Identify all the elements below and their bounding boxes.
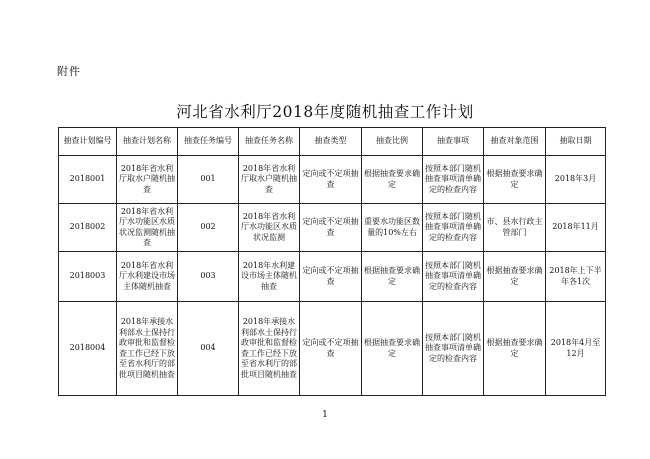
table-row <box>59 156 606 204</box>
table-row <box>59 204 606 252</box>
table-row <box>59 302 606 396</box>
cell-plan-id: 2018002 <box>59 204 117 252</box>
header-plan-id: 抽查计划编号 <box>59 128 117 156</box>
cell-plan-id: 2018001 <box>59 156 117 204</box>
cell-check-ratio: 重要水功能区数量的10%左右 <box>362 204 423 252</box>
plan-table <box>58 127 606 396</box>
cell-target-scope: 根据抽查要求确定 <box>484 302 546 396</box>
cell-check-type: 定向或不定项抽查 <box>300 302 362 396</box>
cell-plan-id: 2018003 <box>59 252 117 302</box>
cell-target-scope: 根据抽查要求确定 <box>484 156 546 204</box>
cell-draw-date: 2018年4月至12月 <box>546 302 606 396</box>
cell-target-scope: 市、县水行政主管部门 <box>484 204 546 252</box>
cell-plan-id: 2018004 <box>59 302 117 396</box>
cell-task-id: 004 <box>178 302 239 396</box>
cell-draw-date: 2018年上下半年各1次 <box>546 252 606 302</box>
header-draw-date: 抽取日期 <box>546 128 606 156</box>
cell-check-type: 定向或不定项抽查 <box>300 156 362 204</box>
table-row <box>59 252 606 302</box>
cell-task-name: 2018年省水利厅取水户随机抽查 <box>239 156 300 204</box>
cell-task-id: 003 <box>178 252 239 302</box>
cell-check-ratio: 根据抽查要求确定 <box>362 156 423 204</box>
cell-check-items: 按照本部门随机抽查事项清单确定的检查内容 <box>423 252 484 302</box>
cell-plan-name: 2018年省水利厅水利建设市场主体随机抽查 <box>117 252 178 302</box>
header-check-type: 抽查类型 <box>300 128 362 156</box>
cell-check-type: 定向或不定项抽查 <box>300 252 362 302</box>
attachment-label: 附件 <box>57 65 81 78</box>
cell-task-name: 2018年省水利厅水功能区水质状况监测 <box>239 204 300 252</box>
cell-plan-name: 2018年承接水利部水土保持行政审批和监督检查工作已经下放至省水利厅的部批项目随机抽查 <box>117 302 178 396</box>
cell-plan-name: 2018年省水利厅取水户随机抽查 <box>117 156 178 204</box>
cell-task-name: 2018年水利建设市场主体随机抽查 <box>239 252 300 302</box>
header-target-scope: 抽查对象范围 <box>484 128 546 156</box>
cell-task-id: 001 <box>178 156 239 204</box>
page-number: 1 <box>322 410 328 420</box>
cell-draw-date: 2018年3月 <box>546 156 606 204</box>
cell-plan-name: 2018年省水利厅水功能区水质状况监测随机抽查 <box>117 204 178 252</box>
header-check-items: 抽查事项 <box>423 128 484 156</box>
cell-check-ratio: 根据抽查要求确定 <box>362 302 423 396</box>
cell-check-ratio: 根据抽查要求确定 <box>362 252 423 302</box>
cell-check-type: 定向或不定项抽查 <box>300 204 362 252</box>
cell-task-name: 2018年承接水利部水土保持行政审批和监督检查工作已经下放至省水利厅的部批项目随机抽查 <box>239 302 300 396</box>
document-title: 河北省水利厅2018年度随机抽查工作计划 <box>176 103 474 121</box>
cell-check-items: 按照本部门随机抽查事项清单确定的检查内容 <box>423 302 484 396</box>
cell-task-id: 002 <box>178 204 239 252</box>
header-check-ratio: 抽查比例 <box>362 128 423 156</box>
header-plan-name: 抽查计划名称 <box>117 128 178 156</box>
cell-target-scope: 根据抽查要求确定 <box>484 252 546 302</box>
cell-draw-date: 2018年11月 <box>546 204 606 252</box>
header-task-id: 抽查任务编号 <box>178 128 239 156</box>
cell-check-items: 按照本部门随机抽查事项清单确定的检查内容 <box>423 156 484 204</box>
cell-check-items: 按照本部门随机抽查事项清单确定的检查内容 <box>423 204 484 252</box>
header-task-name: 抽查任务名称 <box>239 128 300 156</box>
table-header-row <box>59 128 606 156</box>
